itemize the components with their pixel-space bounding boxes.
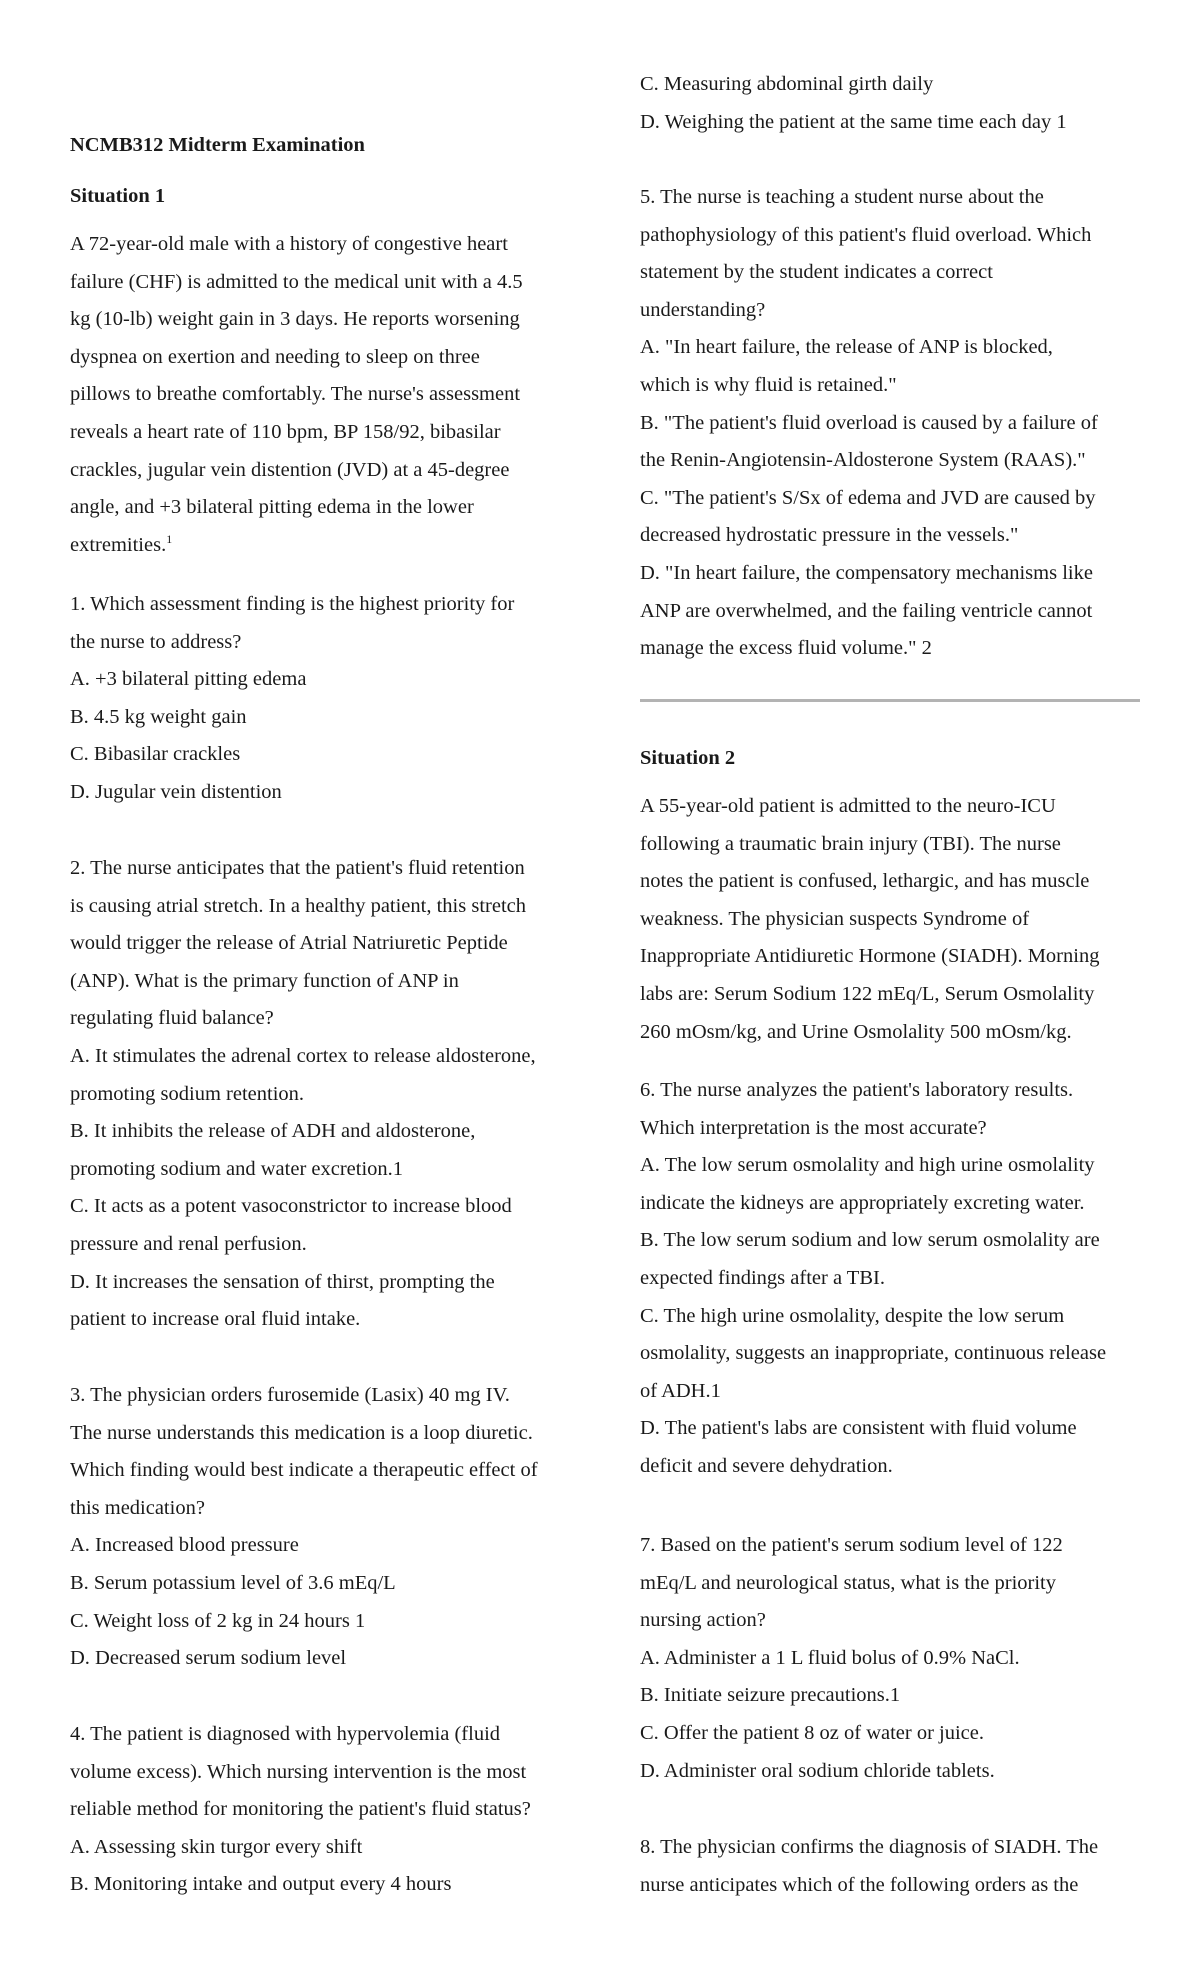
scenario-line: angle, and +3 bilateral pitting edema in the lower (70, 496, 474, 519)
situation-1-heading: Situation 1 (70, 185, 166, 207)
scenario-line: crackles, jugular vein distention (JVD) at a 45-degree (70, 458, 510, 481)
question-stem-line: 5. The nurse is teaching a student nurse about the (640, 186, 1044, 208)
question-stem-line: reliable method for monitoring the patient's fluid status? (70, 1798, 531, 1821)
situation-2-scenario (640, 788, 1140, 1051)
option-a-cont: which is why fluid is retained." (640, 373, 897, 396)
question-5 (640, 179, 1140, 668)
question-stem-line: 8. The physician confirms the diagnosis of SIADH. The (640, 1836, 1099, 1858)
question-stem-line: this medication? (70, 1496, 205, 1519)
question-stem-line: (ANP). What is the primary function of ANP in (70, 969, 459, 992)
question-stem-line: 6. The nurse analyzes the patient's laboratory results. (640, 1079, 1074, 1101)
option-c-cont: osmolality, suggests an inappropriate, continuous release (640, 1342, 1107, 1365)
scenario-line: notes the patient is confused, lethargic, and has muscle (640, 870, 1090, 893)
section-divider (640, 699, 1140, 702)
question-stem-line: would trigger the release of Atrial Natriuretic Peptide (70, 932, 508, 955)
scenario-line-text: extremities. (70, 533, 167, 556)
option-c: C. Offer the patient 8 oz of water or juice. (640, 1721, 985, 1744)
situation-1-scenario (70, 226, 570, 564)
scenario-line: failure (CHF) is admitted to the medical unit with a 4.5 (70, 270, 523, 293)
question-stem-line: the nurse to address? (70, 630, 242, 653)
question-stem-line: 4. The patient is diagnosed with hypervolemia (fluid (70, 1723, 501, 1745)
option-d: D. Weighing the patient at the same time each day 1 (640, 110, 1067, 133)
option-b-cont: expected findings after a TBI. (640, 1266, 885, 1289)
question-stem-line: 7. Based on the patient's serum sodium level of 122 (640, 1534, 1063, 1556)
option-c: C. Weight loss of 2 kg in 24 hours 1 (70, 1609, 366, 1632)
option-a: A. The low serum osmolality and high urine osmolality (640, 1154, 1095, 1177)
scenario-line: pillows to breathe comfortably. The nurse's assessment (70, 383, 521, 406)
question-6 (640, 1072, 1140, 1486)
option-d: D. It increases the sensation of thirst, prompting the (70, 1270, 495, 1293)
question-stem-line: Which interpretation is the most accurate? (640, 1116, 987, 1139)
option-a: A. It stimulates the adrenal cortex to release aldosterone, (70, 1044, 536, 1067)
question-stem-line: 2. The nurse anticipates that the patient's fluid retention (70, 857, 525, 879)
option-d-cont: ANP are overwhelmed, and the failing ventricle cannot (640, 599, 1093, 622)
scenario-line: A 55-year-old patient is admitted to the neuro-ICU (640, 795, 1056, 817)
question-4-continued (640, 66, 1140, 141)
option-b: B. Serum potassium level of 3.6 mEq/L (70, 1571, 396, 1594)
option-a: A. Administer a 1 L fluid bolus of 0.9% NaCl. (640, 1646, 1020, 1669)
option-b: B. "The patient's fluid overload is caused by a failure of (640, 411, 1098, 434)
scenario-line: dyspnea on exertion and needing to sleep on three (70, 345, 480, 368)
question-8 (640, 1829, 1140, 1904)
scenario-line: 260 mOsm/kg, and Urine Osmolality 500 mOsm/kg. (640, 1020, 1072, 1043)
scenario-line: Inappropriate Antidiuretic Hormone (SIADH). Morning (640, 945, 1100, 968)
scenario-line: A 72-year-old male with a history of congestive heart (70, 233, 508, 255)
question-stem-line: is causing atrial stretch. In a healthy patient, this stretch (70, 894, 526, 917)
option-d: D. "In heart failure, the compensatory mechanisms like (640, 561, 1093, 584)
option-d: D. Decreased serum sodium level (70, 1647, 347, 1670)
question-stem-line: understanding? (640, 298, 766, 321)
option-a: A. Increased blood pressure (70, 1534, 299, 1557)
option-d-cont: patient to increase oral fluid intake. (70, 1308, 361, 1331)
option-b-cont: the Renin-Angiotensin-Aldosterone System (RAAS)." (640, 449, 1086, 472)
question-stem-line: mEq/L and neurological status, what is the priority (640, 1571, 1056, 1594)
question-stem-line: regulating fluid balance? (70, 1007, 274, 1030)
scenario-line: weakness. The physician suspects Syndrome of (640, 907, 1030, 930)
question-stem-line: Which finding would best indicate a therapeutic effect of (70, 1459, 538, 1482)
option-c: C. "The patient's S/Sx of edema and JVD are caused by (640, 486, 1096, 509)
situation-2-heading: Situation 2 (640, 747, 736, 769)
option-b: B. Initiate seizure precautions.1 (640, 1684, 901, 1707)
document-title: NCMB312 Midterm Examination (70, 134, 365, 156)
question-3 (70, 1377, 570, 1678)
question-2 (70, 850, 570, 1339)
question-stem-line: nurse anticipates which of the following orders as the (640, 1873, 1079, 1896)
option-c: C. It acts as a potent vasoconstrictor to increase blood (70, 1195, 512, 1218)
scenario-line: following a traumatic brain injury (TBI). The nurse (640, 832, 1061, 855)
option-c: C. Measuring abdominal girth daily (640, 73, 934, 95)
option-a: A. Assessing skin turgor every shift (70, 1835, 363, 1858)
option-d: D. Jugular vein distention (70, 780, 282, 803)
question-stem-line: volume excess). Which nursing intervention is the most (70, 1760, 527, 1783)
option-c: C. The high urine osmolality, despite the low serum (640, 1304, 1065, 1327)
option-a: A. +3 bilateral pitting edema (70, 668, 307, 691)
option-b: B. 4.5 kg weight gain (70, 705, 247, 728)
option-b-cont: promoting sodium and water excretion.1 (70, 1157, 404, 1180)
question-stem-line: The nurse understands this medication is a loop diuretic. (70, 1421, 533, 1444)
option-c: C. Bibasilar crackles (70, 743, 241, 766)
question-4 (70, 1716, 570, 1904)
option-a: A. "In heart failure, the release of ANP is blocked, (640, 336, 1053, 359)
question-stem-line: 3. The physician orders furosemide (Lasix) 40 mg IV. (70, 1384, 510, 1406)
option-d-cont: manage the excess fluid volume." 2 (640, 637, 932, 660)
option-c-cont: decreased hydrostatic pressure in the vessels." (640, 524, 1019, 547)
scenario-line: labs are: Serum Sodium 122 mEq/L, Serum Osmolality (640, 982, 1095, 1005)
option-c-cont: pressure and renal perfusion. (70, 1232, 307, 1255)
option-b: B. It inhibits the release of ADH and aldosterone, (70, 1120, 476, 1143)
option-d-cont: deficit and severe dehydration. (640, 1454, 893, 1477)
question-stem-line: statement by the student indicates a correct (640, 261, 993, 284)
scenario-line: kg (10-lb) weight gain in 3 days. He reports worsening (70, 308, 520, 331)
option-b: B. Monitoring intake and output every 4 hours (70, 1873, 452, 1896)
question-1 (70, 586, 570, 812)
option-b: B. The low serum sodium and low serum osmolality are (640, 1229, 1100, 1252)
question-stem-line: 1. Which assessment finding is the highest priority for (70, 593, 515, 615)
scenario-line (70, 527, 570, 565)
option-a-cont: indicate the kidneys are appropriately excreting water. (640, 1191, 1085, 1214)
option-c-cont: of ADH.1 (640, 1379, 721, 1402)
question-7 (640, 1527, 1140, 1790)
footnote-marker: 1 (166, 531, 173, 546)
scenario-line: reveals a heart rate of 110 bpm, BP 158/92, bibasilar (70, 420, 501, 443)
option-d: D. Administer oral sodium chloride tablets. (640, 1759, 995, 1782)
question-stem-line: pathophysiology of this patient's fluid overload. Which (640, 223, 1092, 246)
option-a-cont: promoting sodium retention. (70, 1082, 305, 1105)
question-stem-line: nursing action? (640, 1609, 766, 1632)
option-d: D. The patient's labs are consistent with fluid volume (640, 1417, 1077, 1440)
